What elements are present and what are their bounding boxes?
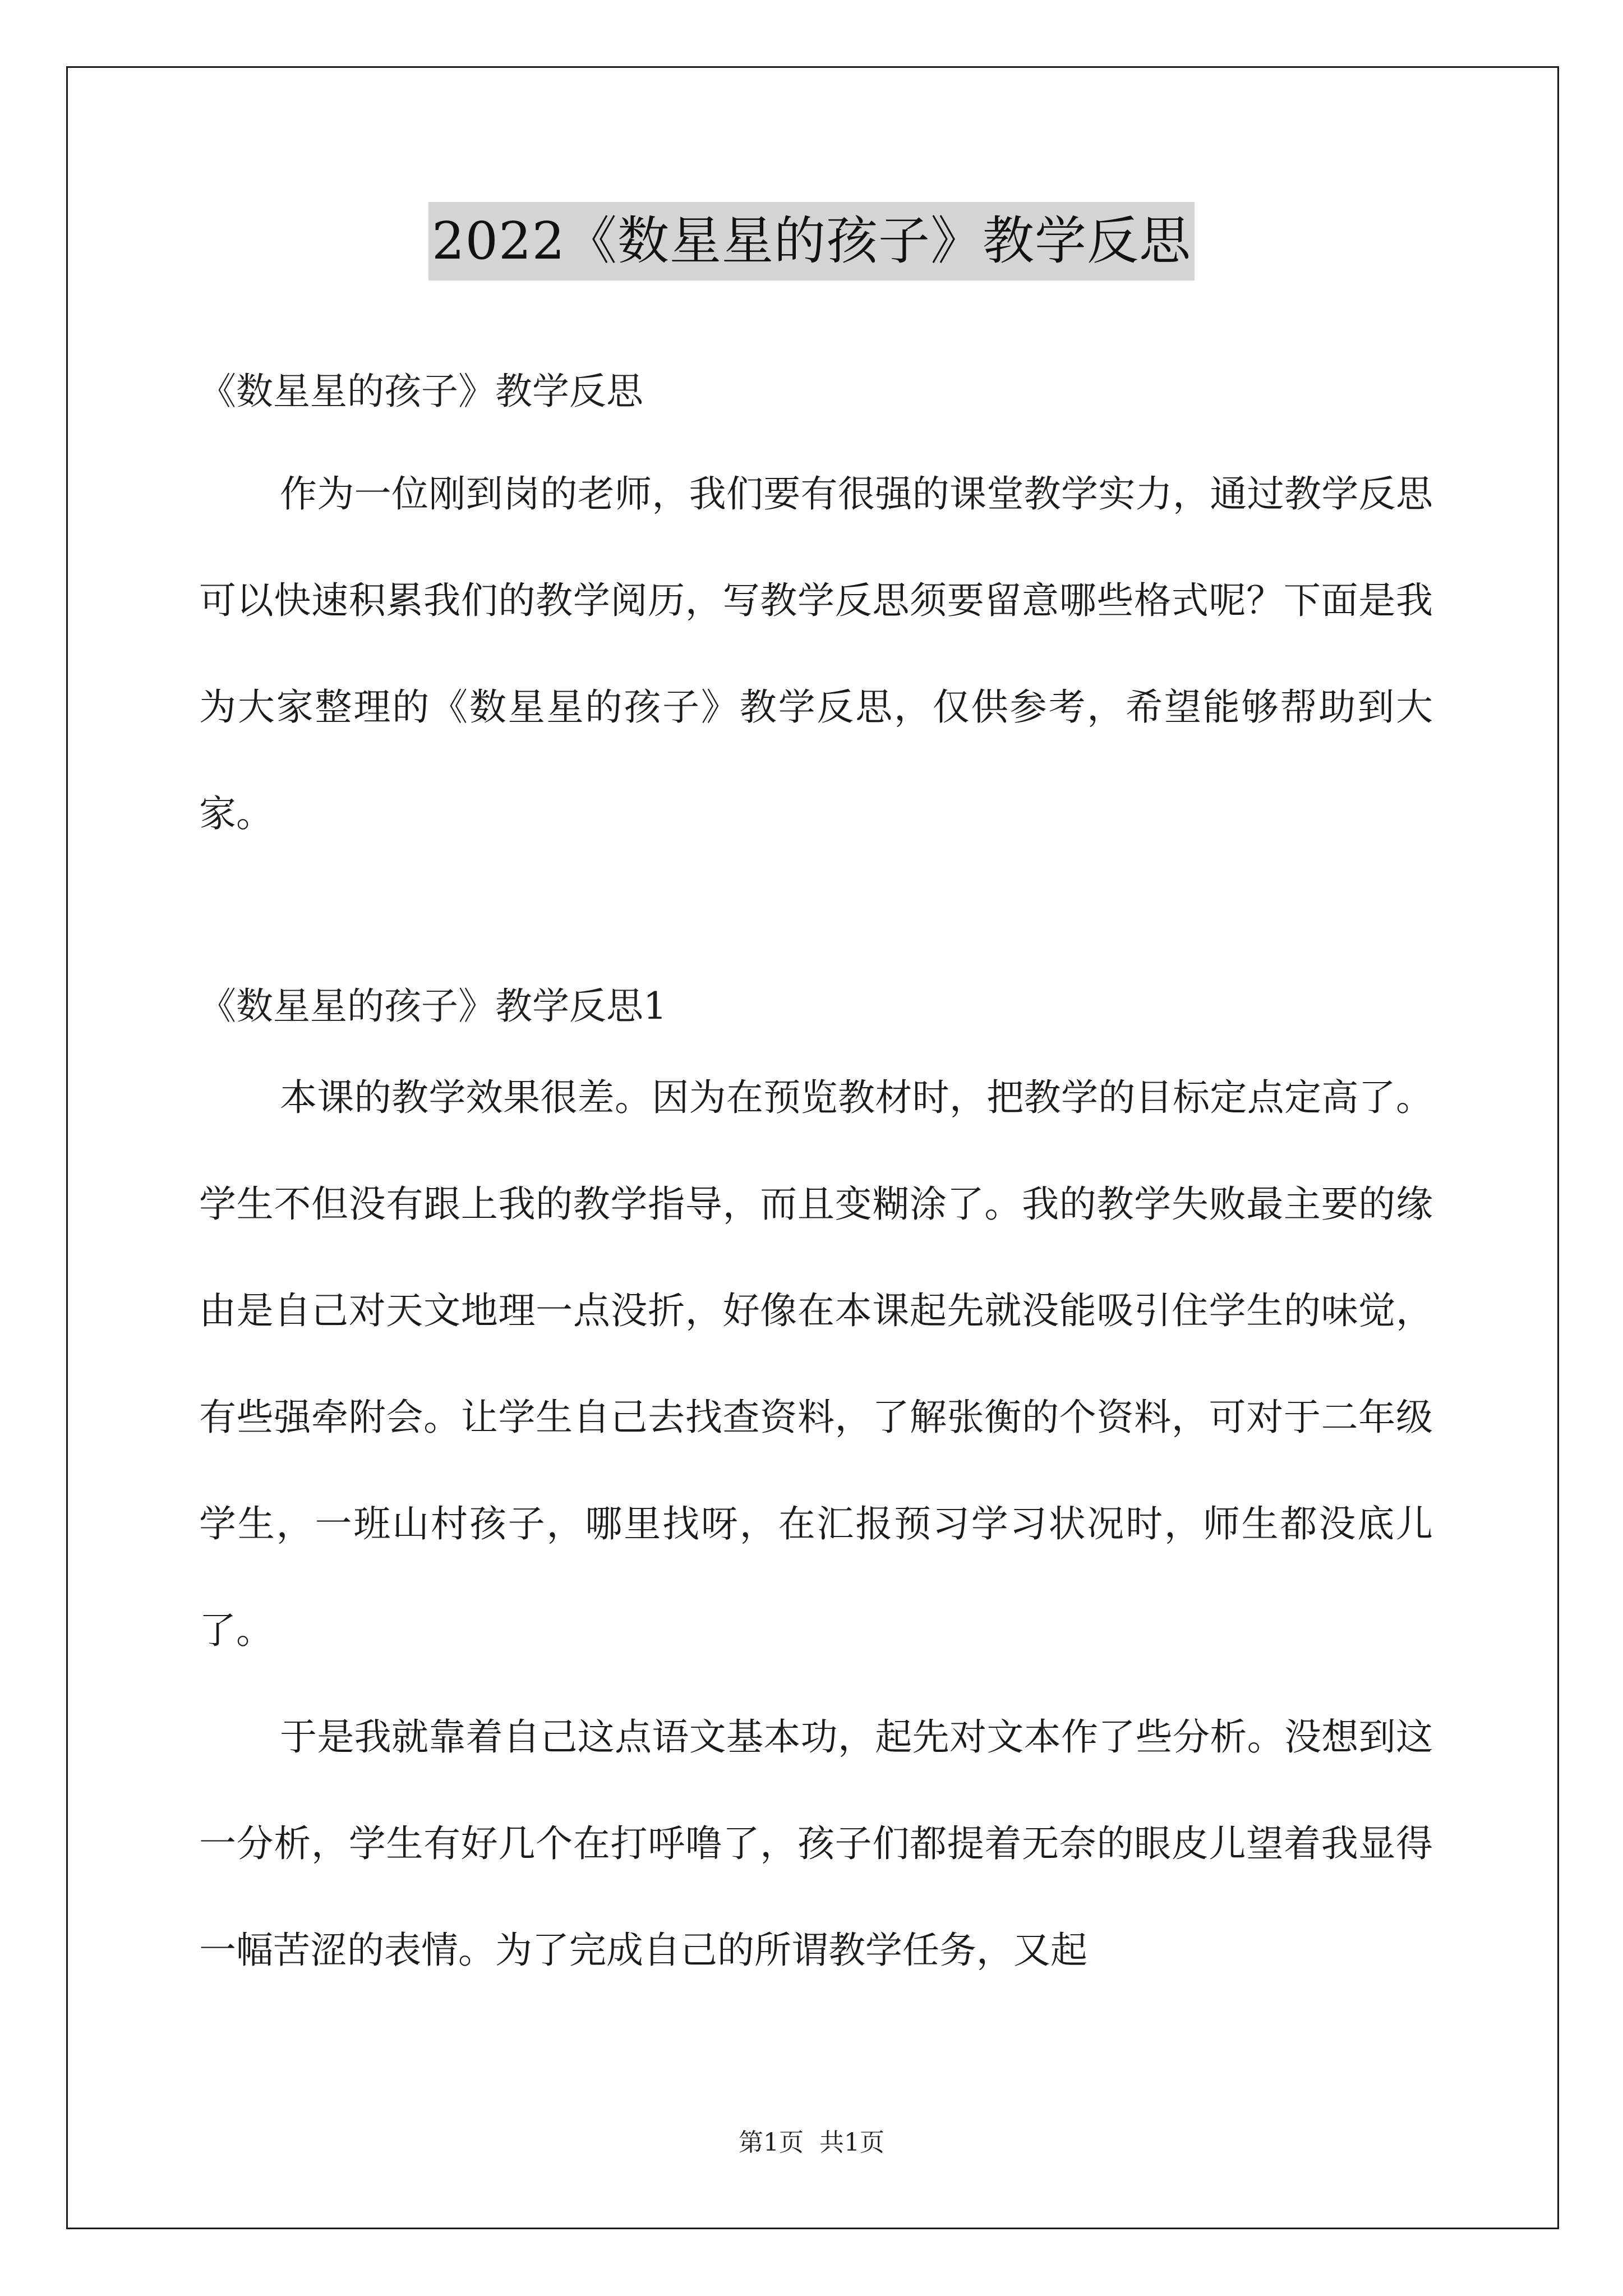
section-paragraph-1: 本课的教学效果很差。因为在预览教材时，把教学的目标定点定高了。学生不但没有跟上我的教学指导，而且变糊涂了。我的教学失败最主要的缘由是自己对天文地理一点没折，好像在本课起先就没能吸引住学生的味觉，有些强牵附会。让学生自己去找查资料，了解张衡的个资料，可对于二年级学生，一班山村孩子，哪里找呀，在汇报预习学习状况时，师生都没底儿了。 [199,1076,1433,1652]
title-container [0,202,1623,280]
page-footer [0,2126,1623,2160]
intro-paragraph: 作为一位刚到岗的老师，我们要有很强的课堂教学实力，通过教学反思可以快速积累我们的教学阅历，写教学反思须要留意哪些格式呢？下面是我为大家整理的《数星星的孩子》教学反思，仅供参考，希望能够帮助到大家。 [199,472,1433,835]
subtitle: 《数星星的孩子》教学反思 [199,370,643,413]
section-heading: 《数星星的孩子》教学反思1 [199,984,667,1028]
page-total: 共1页 [819,2128,884,2157]
page-number: 第1页 [739,2128,804,2157]
document-body [199,314,1433,2004]
section-paragraph-2: 于是我就靠着自己这点语文基本功，起先对文本作了些分析。没想到这一分析，学生有好几个在打呼噜了，孩子们都提着无奈的眼皮儿望着我显得一幅苦涩的表情。为了完成自己的所谓教学任务，又起 [199,1715,1433,1972]
document-title: 2022《数星星的孩子》教学反思 [428,202,1195,280]
